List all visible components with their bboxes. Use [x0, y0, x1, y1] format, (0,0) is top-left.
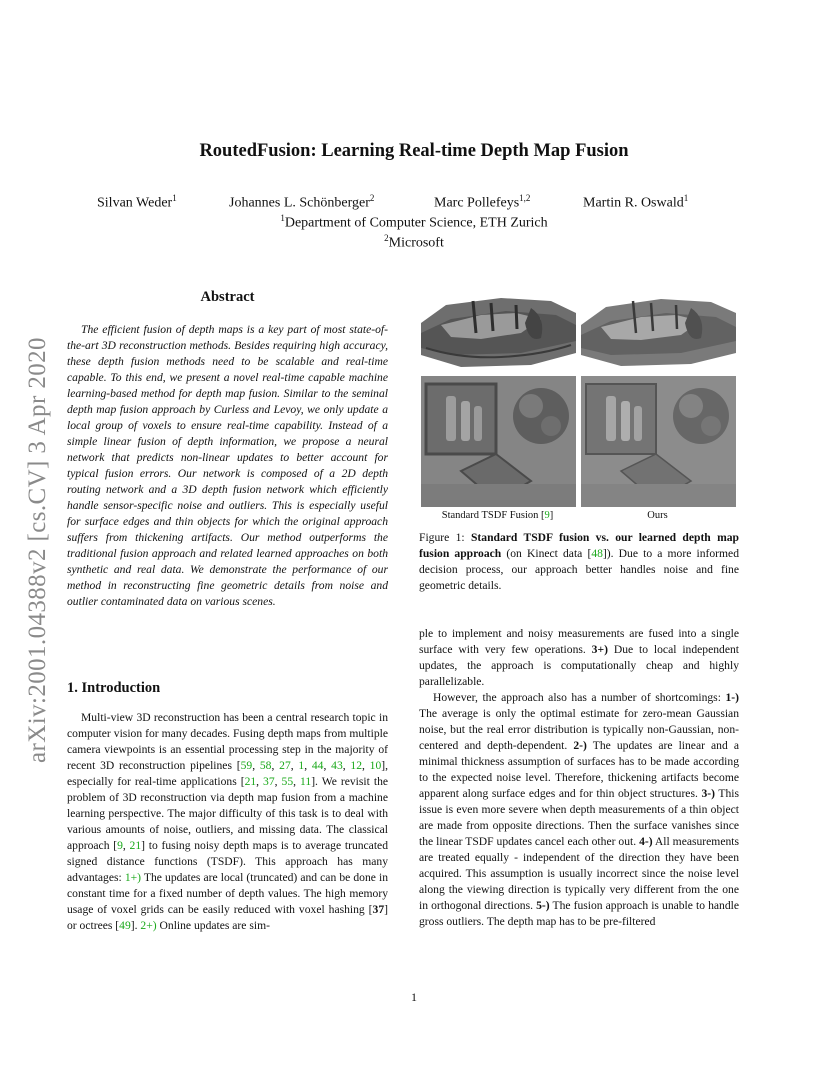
citation-link[interactable]: 1 — [298, 759, 305, 772]
figure-image-tsdf-bottom — [421, 376, 576, 507]
citation-link[interactable]: 11 — [300, 775, 312, 788]
figure-image-ours-bottom — [581, 376, 736, 507]
affiliation-2: $^2$Microsoft — [384, 233, 444, 251]
author-4: Martin R. Oswald$^1$ — [583, 193, 689, 211]
figure-label-tsdf: Standard TSDF Fusion [9] — [441, 510, 554, 521]
citation-link[interactable]: 1+) — [124, 871, 142, 884]
citation-link[interactable]: 59 — [240, 759, 253, 772]
figure-label-ours: Ours — [647, 510, 668, 521]
citation-link[interactable]: 27 — [279, 759, 291, 772]
arxiv-stamp-text: arXiv:2001.04388v2 [cs.CV] 3 Apr 2020 — [24, 337, 51, 763]
citation-link[interactable]: 2+) — [140, 919, 157, 932]
citation-link[interactable]: 49 — [119, 919, 131, 932]
intro-left-body — [67, 710, 388, 934]
citation-link[interactable]: 21 — [244, 775, 257, 788]
intro-paragraph-2: However, the approach also has a number of shortcomings: 1-) The average is only the optimal estimate for zero-mean Gaussian noise, but the real error distribution is typically non-Gaussian, non-centered and depth-dependent. 2-) The updates are linear and a minimal thickness assumption of surfaces has to be made according to the expected noise level. Therefore, thickening artifacts become apparent along surface edges and for thin object structures. 3-) This issue is even more severe when depth measurements of a thin object are made from opposite directions. Then the surface vanishes since the linear TSDF updates cancel each other out. 4-) All measurements are treated equally - independent of the direction they have been acquired. This assumption is usually incorrect since the noise level along the viewing direction is typically very different from the one in orthogonal directions. 5-) The fusion approach is unable to handle gross outliers. The depth map has to be pre-filtered — [419, 691, 739, 928]
citation-link[interactable]: 44 — [311, 759, 324, 772]
abstract-text: The efficient fusion of depth maps is a key part of most state-of-the-art 3D reconstruction methods. Besides requiring high accuracy, these depth fusion methods need to be scalable and real-time capable. To this end, we present a novel real-time capable machine learning-based method for depth map fusion. Similar to the seminal depth map fusion approach by Curless and Levoy, we only update a local group of voxels to ensure real-time capability. Instead of a simple linear fusion of depth information, we propose a neural network that predicts non-linear updates to better account for typical fusion errors. Our network is composed of a 2D depth routing network and a 3D depth fusion network which efficiently handle sensor-specific noise and outliers. This is especially useful for surface edges and thin objects for which the original approach suffers from thickening artifacts. Our method outperforms the traditional fusion approach and related learned approaches on both synthetic and real data. We demonstrate the performance of our method in reconstructing fine geometric details from noise and outlier contaminated data on various scenes. — [67, 323, 388, 608]
page-number: 1 — [411, 990, 417, 1004]
citation-link[interactable]: 9 — [544, 510, 550, 521]
arxiv-stamp — [18, 290, 58, 810]
author-2: Johannes L. Schönberger$^2$ — [229, 193, 375, 211]
citation-link[interactable]: 10 — [369, 759, 382, 772]
citation-link[interactable]: 21 — [129, 839, 142, 852]
figure-image-tsdf-top — [421, 293, 576, 371]
citation-link[interactable]: 37 — [263, 775, 275, 788]
author-1: Silvan Weder$^1$ — [97, 193, 177, 211]
citation-link[interactable]: 12 — [350, 759, 362, 772]
intro-heading: 1. Introduction — [67, 680, 161, 696]
abstract-heading: Abstract — [200, 289, 255, 305]
citation-link[interactable]: 55 — [281, 775, 294, 788]
citation-link[interactable]: 43 — [331, 759, 343, 772]
figure-image-ours-top — [581, 293, 736, 371]
citation-link[interactable]: 58 — [259, 759, 272, 772]
intro-paragraph-continued: ple to implement and noisy measurements are fused into a single surface with very few operations. 3+) Due to local independent updates, the approach is computationally cheap and highly parallelizable. — [419, 627, 739, 688]
citation-link[interactable]: 48 — [591, 547, 603, 560]
affiliation-1: $^1$Department of Computer Science, ETH Zurich — [280, 213, 548, 231]
intro-right-body — [419, 626, 739, 930]
figure-caption: Figure 1: Standard TSDF fusion vs. our learned depth map fusion approach (on Kinect data [48]). Due to a more informed decision process, our approach better handles noise and fine geometric details. — [419, 531, 739, 592]
author-3: Marc Pollefeys$^{1,2}$ — [434, 193, 531, 211]
intro-paragraph-1: Multi-view 3D reconstruction has been a central research topic in computer vision for many decades. Fusing depth maps from multiple camera viewpoints is an essential processing step in the majority of recent 3D reconstruction pipelines [59, 58, 27, 1, 44, 43, 12, 10], especially for real-time applications [21, 37, 55, 11]. We revisit the problem of 3D reconstruction via depth map fusion from a machine learning perspective. The major difficulty of this task is to deal with various amounts of noise, outliers, and missing data. The classical approach [9, 21] to fusing noisy depth maps is to average truncated signed distance functions (TSDF). This approach has many advantages: 1+) The updates are local (truncated) and can be done in constant time for a fixed number of depth values. The high memory usage of voxel grids can be easily reduced with voxel hashing [37] or octrees [49]. 2+) Online updates are sim- — [67, 711, 389, 932]
citation-link[interactable]: 9 — [117, 839, 123, 852]
paper-title: RoutedFusion: Learning Real-time Depth Map Fusion — [199, 141, 629, 161]
